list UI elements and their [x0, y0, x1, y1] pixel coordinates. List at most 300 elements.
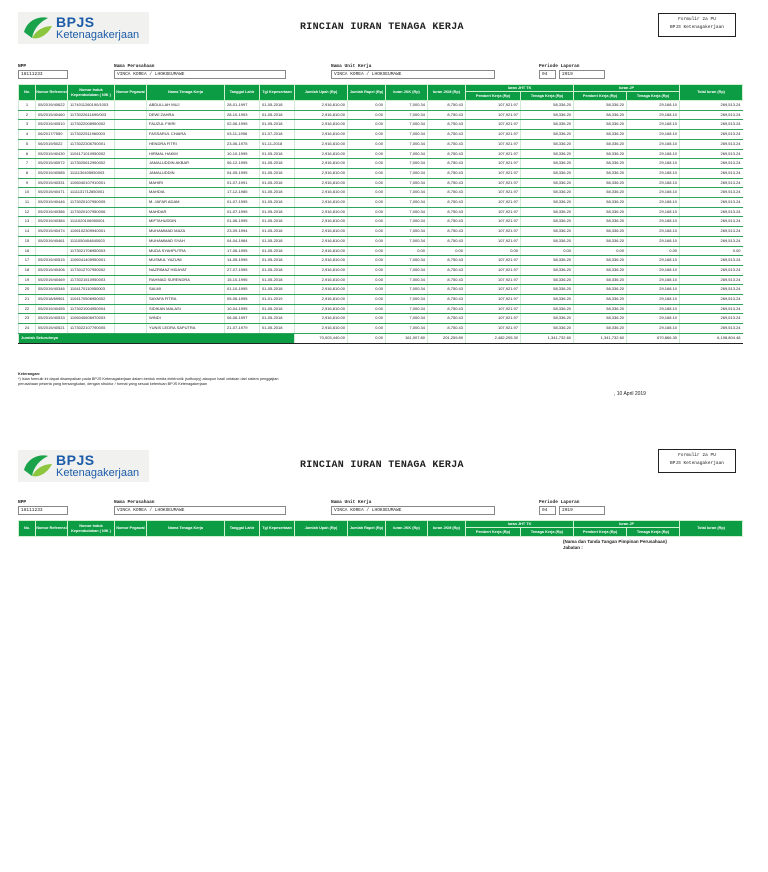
cell-jkm: 8,750.43 [428, 178, 466, 188]
cell-dob: 04-04-1984 [225, 236, 260, 246]
cell-tgl: 01-05-2018 [260, 265, 295, 275]
cell-no: 20 [19, 285, 36, 295]
cell-nopeg [115, 130, 147, 140]
cell-jht-tk: 58,336.20 [521, 304, 574, 314]
signature-block [563, 539, 667, 551]
total-jkm: 201,259.89 [428, 333, 466, 343]
cell-total: 269,513.24 [680, 139, 743, 149]
total-jp-pk: 1,341,732.60 [574, 333, 627, 343]
cell-name: MUHAMMAD SYAH [147, 236, 225, 246]
cell-upah: 2,916,810.00 [295, 314, 348, 324]
cell-jht-pk: 107,921.97 [466, 120, 521, 130]
cell-jht-tk: 58,336.20 [521, 159, 574, 169]
cell-upah: 2,916,810.00 [295, 139, 348, 149]
cell-jp-pk: 58,336.20 [574, 120, 627, 130]
cell-jp-pk: 58,336.20 [574, 285, 627, 295]
cell-jp-pk: 58,336.20 [574, 265, 627, 275]
cell-jp-tk: 29,168.10 [627, 188, 680, 198]
cell-jp-tk: 29,168.10 [627, 101, 680, 111]
cell-jht-tk: 58,336.20 [521, 168, 574, 178]
col-jp-tenaga: Tenaga Kerja (Rp) [627, 92, 680, 101]
cell-rapel: 0.00 [348, 188, 386, 198]
cell-no: 1 [19, 101, 36, 111]
col-nik-2: Nomor Induk Kependudukan ( NIK ) [68, 521, 115, 537]
cell-ref: 05/2019/40331 [36, 178, 68, 188]
cell-nopeg [115, 120, 147, 130]
cell-no: 4 [19, 130, 36, 140]
cell-nik: 1106040107910001 [68, 178, 115, 188]
cell-jkm: 8,750.43 [428, 324, 466, 334]
cell-ref: 05/2019/40572 [36, 159, 68, 169]
cell-no: 10 [19, 188, 36, 198]
col-ref-2: Nomor Referensi [36, 521, 68, 537]
cell-no: 23 [19, 314, 36, 324]
col-tgl-kep: Tgl Kepesertaan [260, 85, 295, 101]
npp-value: 18111233 [18, 70, 68, 79]
col-total: Total Iuran (Rp) [680, 85, 743, 101]
cell-jp-pk: 58,336.20 [574, 227, 627, 237]
cell-jp-tk: 29,168.10 [627, 207, 680, 217]
unit-value-2: VINCA KOREA / LHOKSEUMAWE [331, 506, 495, 515]
cell-name: SALMI [147, 285, 225, 295]
cell-jht-pk: 107,921.97 [466, 188, 521, 198]
cell-dob: 03-11-1996 [225, 130, 260, 140]
cell-no: 13 [19, 217, 36, 227]
col-jp-pemberi: Pemberi Kerja (Rp) [574, 92, 627, 101]
cell-tgl: 01-05-2018 [260, 217, 295, 227]
cell-ref: 05/2019/40460 [36, 110, 68, 120]
table-row [19, 101, 743, 111]
cell-nik: 1111050404840003 [68, 236, 115, 246]
cell-jp-tk: 29,168.10 [627, 314, 680, 324]
cell-jht-tk: 58,336.20 [521, 207, 574, 217]
table-row [19, 130, 743, 140]
cell-jp-tk: 29,168.10 [627, 227, 680, 237]
cell-upah: 2,916,810.00 [295, 207, 348, 217]
table-row [19, 265, 743, 275]
cell-jkm: 0.00 [428, 246, 466, 256]
document-title-2: RINCIAN IURAN TENAGA KERJA [300, 460, 464, 471]
unit-label-2: Nama Unit Kerja [331, 500, 372, 505]
cell-dob: 28-10-1993 [225, 110, 260, 120]
totals-row [19, 333, 743, 343]
cell-total: 269,513.24 [680, 256, 743, 266]
cell-rapel: 0.00 [348, 285, 386, 295]
col-no-2: No. [19, 521, 36, 537]
col-jp-group: Iuran JP [574, 85, 680, 92]
cell-dob: 01-07-1991 [225, 178, 260, 188]
form-code-box-2 [658, 449, 736, 473]
company-value: VINCA KOREA / LHOKSEUMAWE [114, 70, 286, 79]
cell-total: 269,513.24 [680, 101, 743, 111]
cell-tgl: 01-01-2019 [260, 295, 295, 305]
bpjs-logo [18, 12, 149, 44]
cell-total: 269,513.24 [680, 217, 743, 227]
bpjs-leaf-icon [22, 452, 54, 480]
cell-no: 15 [19, 236, 36, 246]
cell-nik: 1173022306750001 [68, 139, 115, 149]
cell-total: 269,513.24 [680, 120, 743, 130]
cell-nopeg [115, 314, 147, 324]
cell-jht-pk: 107,921.97 [466, 256, 521, 266]
cell-nopeg [115, 227, 147, 237]
cell-jkm: 8,750.43 [428, 227, 466, 237]
col-dob: Tanggal Lahir [225, 85, 260, 101]
cell-nik: 1173012707950002 [68, 265, 115, 275]
cell-jht-pk: 107,921.97 [466, 285, 521, 295]
form-code-line1-2: Formulir 2a PU [678, 453, 716, 458]
cell-jp-tk: 29,168.10 [627, 256, 680, 266]
cell-nik: 1173020612950002 [68, 159, 115, 169]
table-row [19, 178, 743, 188]
col-jht-pemberi: Pemberi Kerja (Rp) [466, 92, 521, 101]
cell-jkk: 7,000.34 [386, 101, 428, 111]
cell-jht-tk: 58,336.20 [521, 139, 574, 149]
cell-nopeg [115, 285, 147, 295]
npp-label: NPP [18, 64, 27, 69]
cell-jp-pk: 58,336.20 [574, 139, 627, 149]
cell-jht-pk: 107,921.97 [466, 110, 521, 120]
cell-total: 269,513.24 [680, 159, 743, 169]
cell-rapel: 0.00 [348, 110, 386, 120]
cell-jht-tk: 58,336.20 [521, 285, 574, 295]
cell-rapel: 0.00 [348, 324, 386, 334]
cell-rapel: 0.00 [348, 207, 386, 217]
cell-jht-pk: 107,921.97 [466, 139, 521, 149]
col-jht-tenaga: Tenaga Kerja (Rp) [521, 92, 574, 101]
cell-nik: 1173021706950003 [68, 246, 115, 256]
cell-ref: 05/2019/40585 [36, 168, 68, 178]
cell-total: 269,513.24 [680, 207, 743, 217]
cell-ref: 05/2019/40406 [36, 265, 68, 275]
col-upah: Jumlah Upah (Rp) [295, 85, 348, 101]
cell-jht-pk: 0.00 [466, 246, 521, 256]
cell-dob: 01-07-1995 [225, 198, 260, 208]
cell-nopeg [115, 236, 147, 246]
cell-jp-pk: 58,336.20 [574, 178, 627, 188]
cell-jht-pk: 107,921.97 [466, 198, 521, 208]
npp-value-2: 18111233 [18, 506, 68, 515]
cell-name: HENDRA FITRI [147, 139, 225, 149]
cell-jht-pk: 107,921.97 [466, 207, 521, 217]
cell-nopeg [115, 217, 147, 227]
period-month: 04 [539, 70, 556, 79]
cell-no: 17 [19, 256, 36, 266]
cell-nik: 1111131712850001 [68, 188, 115, 198]
cell-tgl: 01-05-2018 [260, 256, 295, 266]
company-value-2: VINCA KOREA / LHOKSEUMAWE [114, 506, 286, 515]
cell-name: FAUZUL FIKRI [147, 120, 225, 130]
cell-name: JAMALUDDIN AKBAR [147, 159, 225, 169]
cell-jkk: 7,000.34 [386, 275, 428, 285]
cell-jp-tk: 29,168.10 [627, 110, 680, 120]
cell-jht-pk: 107,921.97 [466, 130, 521, 140]
total-iuran: 6,198,804.48 [680, 333, 743, 343]
cell-jht-tk: 58,336.20 [521, 101, 574, 111]
cell-jht-tk: 58,336.20 [521, 256, 574, 266]
col-upah-2: Jumlah Upah (Rp) [295, 521, 348, 537]
cell-jp-tk: 29,168.10 [627, 120, 680, 130]
cell-name: DEWI ZAHRA [147, 110, 225, 120]
cell-jkk: 7,000.34 [386, 178, 428, 188]
cell-jkm: 8,750.43 [428, 207, 466, 217]
period-month-2: 04 [539, 506, 556, 515]
cell-jkk: 7,000.34 [386, 324, 428, 334]
cell-upah: 2,916,810.00 [295, 217, 348, 227]
table-row [19, 275, 743, 285]
cell-dob: 23-06-1975 [225, 139, 260, 149]
cell-upah: 2,916,810.00 [295, 236, 348, 246]
cell-total: 269,513.24 [680, 130, 743, 140]
cell-upah: 2,916,810.00 [295, 168, 348, 178]
cell-no: 9 [19, 178, 36, 188]
cell-nopeg [115, 198, 147, 208]
cell-rapel: 0.00 [348, 236, 386, 246]
cell-jp-tk: 29,168.10 [627, 178, 680, 188]
cell-name: M. JAFAR ADAM [147, 198, 225, 208]
cell-no: 8 [19, 168, 36, 178]
cell-upah: 2,916,810.00 [295, 159, 348, 169]
cell-total: 269,513.24 [680, 236, 743, 246]
cell-name: NAZRIMAZ HIDAYAT [147, 265, 225, 275]
cell-total: 269,513.24 [680, 198, 743, 208]
cell-dob: 27-07-1995 [225, 265, 260, 275]
cell-rapel: 0.00 [348, 130, 386, 140]
cell-rapel: 0.00 [348, 227, 386, 237]
col-name: Nama Tenaga Kerja [147, 85, 225, 101]
cell-jkm: 8,750.43 [428, 188, 466, 198]
cell-tgl: 01-05-2018 [260, 159, 295, 169]
cell-name: MUDA SYAHPUTRA [147, 246, 225, 256]
cell-jp-tk: 29,168.10 [627, 139, 680, 149]
cell-nik: 1111130405950003 [68, 168, 115, 178]
cell-name: JAMALUDDIN [147, 168, 225, 178]
cell-jkk: 7,000.34 [386, 207, 428, 217]
cell-no: 2 [19, 110, 36, 120]
period-label-2: Periode Laporan [539, 500, 580, 505]
cell-nopeg [115, 265, 147, 275]
cell-jht-pk: 107,921.97 [466, 265, 521, 275]
cell-name: SIDIKAN MALASI [147, 304, 225, 314]
cell-rapel: 0.00 [348, 198, 386, 208]
col-jht-group: Iuran JHT TK [466, 85, 574, 92]
cell-no: 18 [19, 265, 36, 275]
period-year-2: 2019 [559, 506, 605, 515]
col-dob-2: Tanggal Lahir [225, 521, 260, 537]
cell-jht-pk: 107,921.97 [466, 295, 521, 305]
logo-subtitle: Ketenagakerjaan [56, 29, 140, 41]
cell-nik: 1173021004950004 [68, 304, 115, 314]
cell-jht-pk: 107,921.97 [466, 217, 521, 227]
col-jp-group-2: Iuran JP [574, 521, 680, 528]
cell-no: 22 [19, 304, 36, 314]
contribution-table-header-2 [18, 520, 743, 537]
col-jht-group-2: Iuran JHT TK [466, 521, 574, 528]
table-row [19, 188, 743, 198]
notes-heading: Keterangan: [18, 372, 41, 376]
table-row [19, 159, 743, 169]
cell-jht-pk: 107,921.97 [466, 101, 521, 111]
cell-total: 269,513.24 [680, 275, 743, 285]
cell-jht-tk: 58,336.20 [521, 188, 574, 198]
cell-nopeg [115, 256, 147, 266]
notes-text: *) Isian formulir ini dapat disampaikan pada BPJS Ketenagakerjaan dalam bentuk media elektronik (softcopy) ataupun hasil cetakan dari sistem penggajian perusahaan peserta yang bersangkutan, dengan struktur / format yang sesuai ketentuan BPJS Ketenagakerjaan [18, 377, 279, 386]
cell-jkm: 8,750.43 [428, 130, 466, 140]
cell-jkm: 8,750.43 [428, 275, 466, 285]
table-row [19, 314, 743, 324]
cell-ref: 05/2019/40346 [36, 285, 68, 295]
cell-jkk: 7,000.34 [386, 110, 428, 120]
col-ref: Nomor Referensi [36, 85, 68, 101]
cell-jht-pk: 107,921.97 [466, 227, 521, 237]
col-jkk: Iuran JKK (Rp) [386, 85, 428, 101]
cell-jp-pk: 58,336.20 [574, 188, 627, 198]
cell-jht-pk: 107,921.97 [466, 304, 521, 314]
cell-nik: 1173020107950006 [68, 207, 115, 217]
cell-jp-tk: 29,168.10 [627, 265, 680, 275]
cell-name: RAHMAD SURENDRA [147, 275, 225, 285]
cell-no: 11 [19, 198, 36, 208]
cell-jp-pk: 58,336.20 [574, 159, 627, 169]
cell-tgl: 01-05-2018 [260, 178, 295, 188]
cell-ref: 05/2018/69961 [36, 295, 68, 305]
col-tgl-kep-2: Tgl Kepesertaan [260, 521, 295, 537]
cell-jht-pk: 107,921.97 [466, 314, 521, 324]
cell-jp-pk: 58,336.20 [574, 314, 627, 324]
cell-rapel: 0.00 [348, 304, 386, 314]
total-jht-tk: 1,341,732.60 [521, 333, 574, 343]
table-row [19, 149, 743, 159]
cell-rapel: 0.00 [348, 149, 386, 159]
cell-jht-tk: 0.00 [521, 246, 574, 256]
cell-name: MAHDIA [147, 188, 225, 198]
col-rapel-2: Jumlah Rapel (Rp) [348, 521, 386, 537]
bpjs-leaf-icon [22, 14, 54, 42]
cell-jp-tk: 29,168.10 [627, 168, 680, 178]
cell-nik: 1174011260190/1003 [68, 101, 115, 111]
period-year: 2019 [559, 70, 605, 79]
cell-dob: 17-06-1995 [225, 246, 260, 256]
cell-jp-tk: 29,168.10 [627, 130, 680, 140]
cell-jkk: 7,000.34 [386, 130, 428, 140]
cell-jkm: 8,750.43 [428, 256, 466, 266]
cell-upah: 2,916,810.00 [295, 275, 348, 285]
cell-tgl: 01-05-2018 [260, 246, 295, 256]
cell-jp-tk: 29,168.10 [627, 324, 680, 334]
cell-jp-pk: 58,336.20 [574, 130, 627, 140]
cell-tgl: 01-05-2018 [260, 198, 295, 208]
cell-ref: 05/2019/40455 [36, 304, 68, 314]
cell-upah: 2,916,810.00 [295, 324, 348, 334]
cell-jp-pk: 58,336.20 [574, 149, 627, 159]
cell-jkk: 7,000.34 [386, 217, 428, 227]
cell-rapel: 0.00 [348, 275, 386, 285]
cell-jht-tk: 58,336.20 [521, 236, 574, 246]
cell-ref [36, 246, 68, 256]
cell-nopeg [115, 207, 147, 217]
cell-dob: 05-06-1995 [225, 295, 260, 305]
cell-jp-tk: 29,168.10 [627, 198, 680, 208]
cell-upah: 2,916,810.00 [295, 120, 348, 130]
col-jkm: Iuran JKM (Rp) [428, 85, 466, 101]
cell-rapel: 0.00 [348, 159, 386, 169]
cell-jkk: 7,000.34 [386, 198, 428, 208]
cell-tgl: 01-05-2018 [260, 285, 295, 295]
cell-jht-pk: 107,921.97 [466, 149, 521, 159]
cell-dob: 06-06-1997 [225, 314, 260, 324]
cell-tgl: 01-07-2018 [260, 130, 295, 140]
bpjs-logo-2 [18, 450, 149, 482]
period-label: Periode Laporan [539, 64, 580, 69]
col-name-2: Nama Tenaga Kerja [147, 521, 225, 537]
cell-dob: 14-05-1995 [225, 256, 260, 266]
cell-name: ABDULLAH MUJ [147, 101, 225, 111]
cell-jkm: 8,750.43 [428, 149, 466, 159]
table-row [19, 227, 743, 237]
cell-nik: 1106040606970003 [68, 314, 115, 324]
cell-total: 269,513.24 [680, 149, 743, 159]
unit-value: VINCA KOREA / LHOKSEUMAWE [331, 70, 495, 79]
cell-upah: 2,916,810.00 [295, 256, 348, 266]
form-code-line2-2: BPJS Ketenagakerjaan [669, 461, 724, 466]
cell-jp-tk: 29,168.10 [627, 285, 680, 295]
cell-nik: 1173020107950005 [68, 198, 115, 208]
cell-ref: 05/2019/40474 [36, 227, 68, 237]
table-row [19, 168, 743, 178]
cell-tgl: 01-11-2018 [260, 139, 295, 149]
cell-jp-tk: 29,168.10 [627, 217, 680, 227]
cell-ref: 06/2017/7550 [36, 130, 68, 140]
cell-total: 269,513.24 [680, 110, 743, 120]
cell-nopeg [115, 159, 147, 169]
cell-jkm: 8,750.43 [428, 265, 466, 275]
cell-jp-pk: 58,336.20 [574, 110, 627, 120]
cell-rapel: 0.00 [348, 246, 386, 256]
report-page-1 [0, 0, 768, 430]
cell-nopeg [115, 246, 147, 256]
cell-name: SAYAFA FITRA [147, 295, 225, 305]
cell-jkm: 8,750.43 [428, 110, 466, 120]
cell-jkm: 8,750.43 [428, 168, 466, 178]
cell-upah: 2,916,810.00 [295, 295, 348, 305]
col-rapel: Jumlah Rapel (Rp) [348, 85, 386, 101]
cell-dob: 01-10-1995 [225, 285, 260, 295]
cell-jkk: 7,000.34 [386, 159, 428, 169]
table-row [19, 139, 743, 149]
cell-dob: 02-06-1995 [225, 120, 260, 130]
cell-nopeg [115, 149, 147, 159]
cell-rapel: 0.00 [348, 139, 386, 149]
cell-total: 269,513.24 [680, 304, 743, 314]
cell-no: 16 [19, 246, 36, 256]
cell-nopeg [115, 324, 147, 334]
cell-jkm: 8,750.43 [428, 236, 466, 246]
cell-name: FASSARUL CHAIRA [147, 130, 225, 140]
cell-ref: 05/2019/40521 [36, 324, 68, 334]
cell-total: 269,513.24 [680, 324, 743, 334]
cell-jht-pk: 107,921.97 [466, 236, 521, 246]
cell-jkk: 7,000.34 [386, 139, 428, 149]
cell-nik: 1104170506950002 [68, 295, 115, 305]
cell-dob: 17-12-1985 [225, 188, 260, 198]
cell-nik: 1106041405950001 [68, 256, 115, 266]
table-row [19, 285, 743, 295]
cell-upah: 2,916,810.00 [295, 227, 348, 237]
cell-nopeg [115, 110, 147, 120]
cell-tgl: 01-05-2018 [260, 120, 295, 130]
cell-jkk: 7,000.34 [386, 168, 428, 178]
cell-tgl: 01-05-2018 [260, 188, 295, 198]
